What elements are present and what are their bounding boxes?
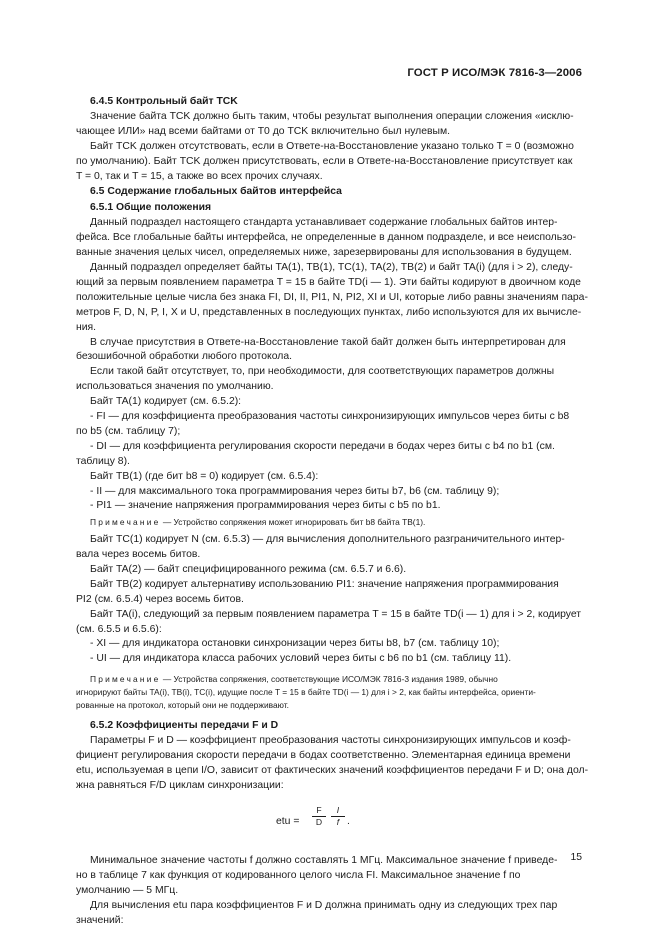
paragraph (76, 563, 581, 578)
paragraph (76, 899, 581, 929)
text-line: Байт TA(1) кодирует (см. 6.5.2): (90, 396, 242, 408)
text-line: умолчанию — 5 МГц. (76, 884, 179, 896)
formula-end: . (347, 815, 350, 827)
list-item (76, 440, 581, 470)
text-line: PI2 (см. 6.5.4) через восемь битов. (76, 593, 244, 605)
text-line: Для вычисления etu пара коэффициентов F и D должна принимать одну из следующих трех пар (90, 899, 558, 911)
etu-formula (76, 800, 581, 846)
fraction-numerator: F (312, 805, 326, 817)
text-line: Байт TCK должен отсутствовать, если в Ответе-на-Восстановление указано только T = 0 (возможно (90, 140, 574, 152)
text-line: В случае присутствия в Ответе-на-Восстановление такой байт должен быть интерпретирован для (90, 336, 566, 348)
note-prefix: Примечание (90, 674, 161, 685)
text-line: таблицу 8). (76, 455, 130, 467)
text-line: Байт TA(2) — байт специфицированного режима (см. 6.5.7 и 6.6). (90, 563, 407, 575)
standard-header: ГОСТ Р ИСО/МЭК 7816-3—2006 (407, 67, 582, 79)
note-text: — Устройства сопряжения, соответствующие ИСО/МЭК 7816-3 издания 1989, обычно (162, 674, 498, 685)
paragraph (76, 470, 581, 485)
text-line: Данный подраздел определяет байты TA(1), TB(1), TC(1), TA(2), TB(2) и байт TA(i) (для i > 2), следу- (90, 261, 573, 273)
text-line: вала через восемь битов. (76, 548, 201, 560)
list-item (76, 410, 581, 440)
text-line: (см. 6.5.5 и 6.5.6): (76, 623, 162, 635)
paragraph (76, 608, 581, 638)
paragraph (76, 395, 581, 410)
text-line: по b5 (см. таблицу 7); (76, 425, 181, 437)
paragraph (76, 216, 581, 261)
text-line: etu, используемая в цепи I/O, зависит от фактических значений коэффициентов передачи F и D; она дол- (76, 765, 589, 777)
text-line: Параметры F и D — коэффициент преобразования частоты синхронизирующих импульсов и коэф- (90, 735, 571, 747)
paragraph (76, 110, 581, 140)
page-body (76, 94, 589, 928)
text-line: - XI — для индикатора остановки синхронизации через биты b8, b7 (см. таблицу 10); (90, 638, 500, 650)
note-prefix: Примечание (90, 517, 161, 528)
note-text: игнорируют байты TA(i), TB(i), TC(i), идущие после T = 15 в байте TD(i — 1) для i > 2, как байты интерфейса, ориенти- (76, 686, 536, 697)
text-line: ния. (76, 321, 97, 333)
text-line: положительные целые числа без знака FI, DI, II, PI1, N, PI2, XI и UI, которые либо равны значениям пара- (76, 291, 588, 303)
text-line: значений: (76, 914, 124, 926)
page-number: 15 (570, 852, 582, 863)
note-text: — Устройство сопряжения может игнорировать бит b8 байта TB(1). (162, 517, 426, 528)
text-line: жна равняться F/D циклам синхронизации: (76, 779, 284, 791)
paragraph (76, 578, 581, 608)
text-line: Минимальное значение частоты f должно составлять 1 МГц. Максимальное значение f приведе- (90, 854, 558, 866)
text-line: ванные значения целых чисел, определяемых ниже, зарезервированы для использования в будущем. (76, 247, 572, 259)
text-line: T = 0, так и T = 15, а также во всех прочих случаях. (76, 170, 323, 182)
fraction-denominator: f (336, 816, 340, 827)
section-6-5-1-heading: 6.5.1 Общие положения (90, 202, 212, 214)
text-line: безошибочной обработки любого протокола. (76, 351, 292, 363)
text-line: Значение байта TCK должно быть таким, чтобы результат выполнения операции сложения «исклю- (90, 110, 574, 122)
text-line: Если такой байт отсутствует, то, при необходимости, для соответствующих параметров должны (90, 366, 555, 378)
note-1 (76, 516, 581, 529)
text-line: но в таблице 7 как функция от кодированного целого числа FI. Максимальное значение f по (76, 869, 521, 881)
text-line: - FI — для коэффициента преобразования частоты синхронизирующих импульсов через биты с b8 (90, 411, 570, 423)
fraction-numerator: I (331, 805, 345, 817)
fraction-1-over-f (331, 805, 345, 828)
paragraph (76, 336, 581, 366)
list-item (76, 485, 581, 500)
section-6-4-5-heading: 6.4.5 Контрольный байт TCK (90, 96, 238, 107)
text-line: использоваться значения по умолчанию. (76, 381, 274, 393)
formula-lhs: etu = (276, 815, 300, 827)
paragraph (76, 533, 581, 563)
text-line: Байт TB(2) кодирует альтернативу использованию PI1: значение напряжения программирования (90, 578, 559, 590)
text-line: - PI1 — значение напряжения программирования через биты с b5 по b1. (90, 500, 441, 512)
fraction-denominator: D (315, 816, 323, 827)
text-line: фейса. Все глобальные байты интерфейса, не определенные в данном подразделе, и все неиспользо- (76, 232, 577, 244)
paragraph (76, 261, 588, 336)
list-item (76, 652, 581, 667)
paragraph (76, 734, 589, 794)
paragraph (76, 140, 581, 185)
text-line: фициент регулирования скорости передачи в бодах соответственно. Элементарная единица времени (76, 750, 571, 762)
note-2 (76, 673, 581, 711)
text-line: по умолчанию). Байт TCK должен присутствовать, если в Ответе-на-Восстановление присутствует как (76, 155, 573, 167)
text-line: Байт TC(1) кодирует N (см. 6.5.3) — для вычисления дополнительного разграничительного интер- (90, 534, 565, 546)
section-6-5-heading: 6.5 Содержание глобальных байтов интерфейса (90, 186, 342, 198)
text-line: Байт TB(1) (где бит b8 = 0) кодирует (см. 6.5.4): (90, 470, 319, 482)
list-item (76, 499, 581, 514)
text-line: Байт TA(i), следующий за первым появлением параметра T = 15 в байте TD(i — 1) для i > 2, кодирует (90, 608, 582, 620)
text-line: - II — для максимального тока программирования через биты b7, b6 (см. таблицу 9); (90, 485, 500, 497)
text-line: Данный подраздел настоящего стандарта устанавливает содержание глобальных байтов интер- (90, 217, 558, 229)
text-line: чающее ИЛИ» над всеми байтами от T0 до TCK включительно был нулевым. (76, 125, 451, 137)
note-text: рованные на протокол, который они не поддерживают. (76, 699, 289, 710)
text-line: ющий за первым появлением параметра T = 15 в байте TD(i — 1). Эти байты кодируют в двоичном коде (76, 276, 581, 288)
fraction-f-over-d (312, 805, 326, 828)
text-line: - UI — для индикатора класса рабочих условий через биты с b6 по b1 (см. таблицу 11). (90, 653, 512, 665)
section-6-5-2-heading: 6.5.2 Коэффициенты передачи F и D (90, 720, 279, 732)
text-line: метров F, D, N, P, I, X и U, представленных в последующих пунктах, либо используются для их вычисле- (76, 306, 582, 318)
paragraph (76, 365, 581, 395)
text-line: - DI — для коэффициента регулирования скорости передачи в бодах через биты с b4 по b1 (см. (90, 440, 555, 452)
paragraph (76, 854, 581, 899)
list-item (76, 637, 581, 652)
